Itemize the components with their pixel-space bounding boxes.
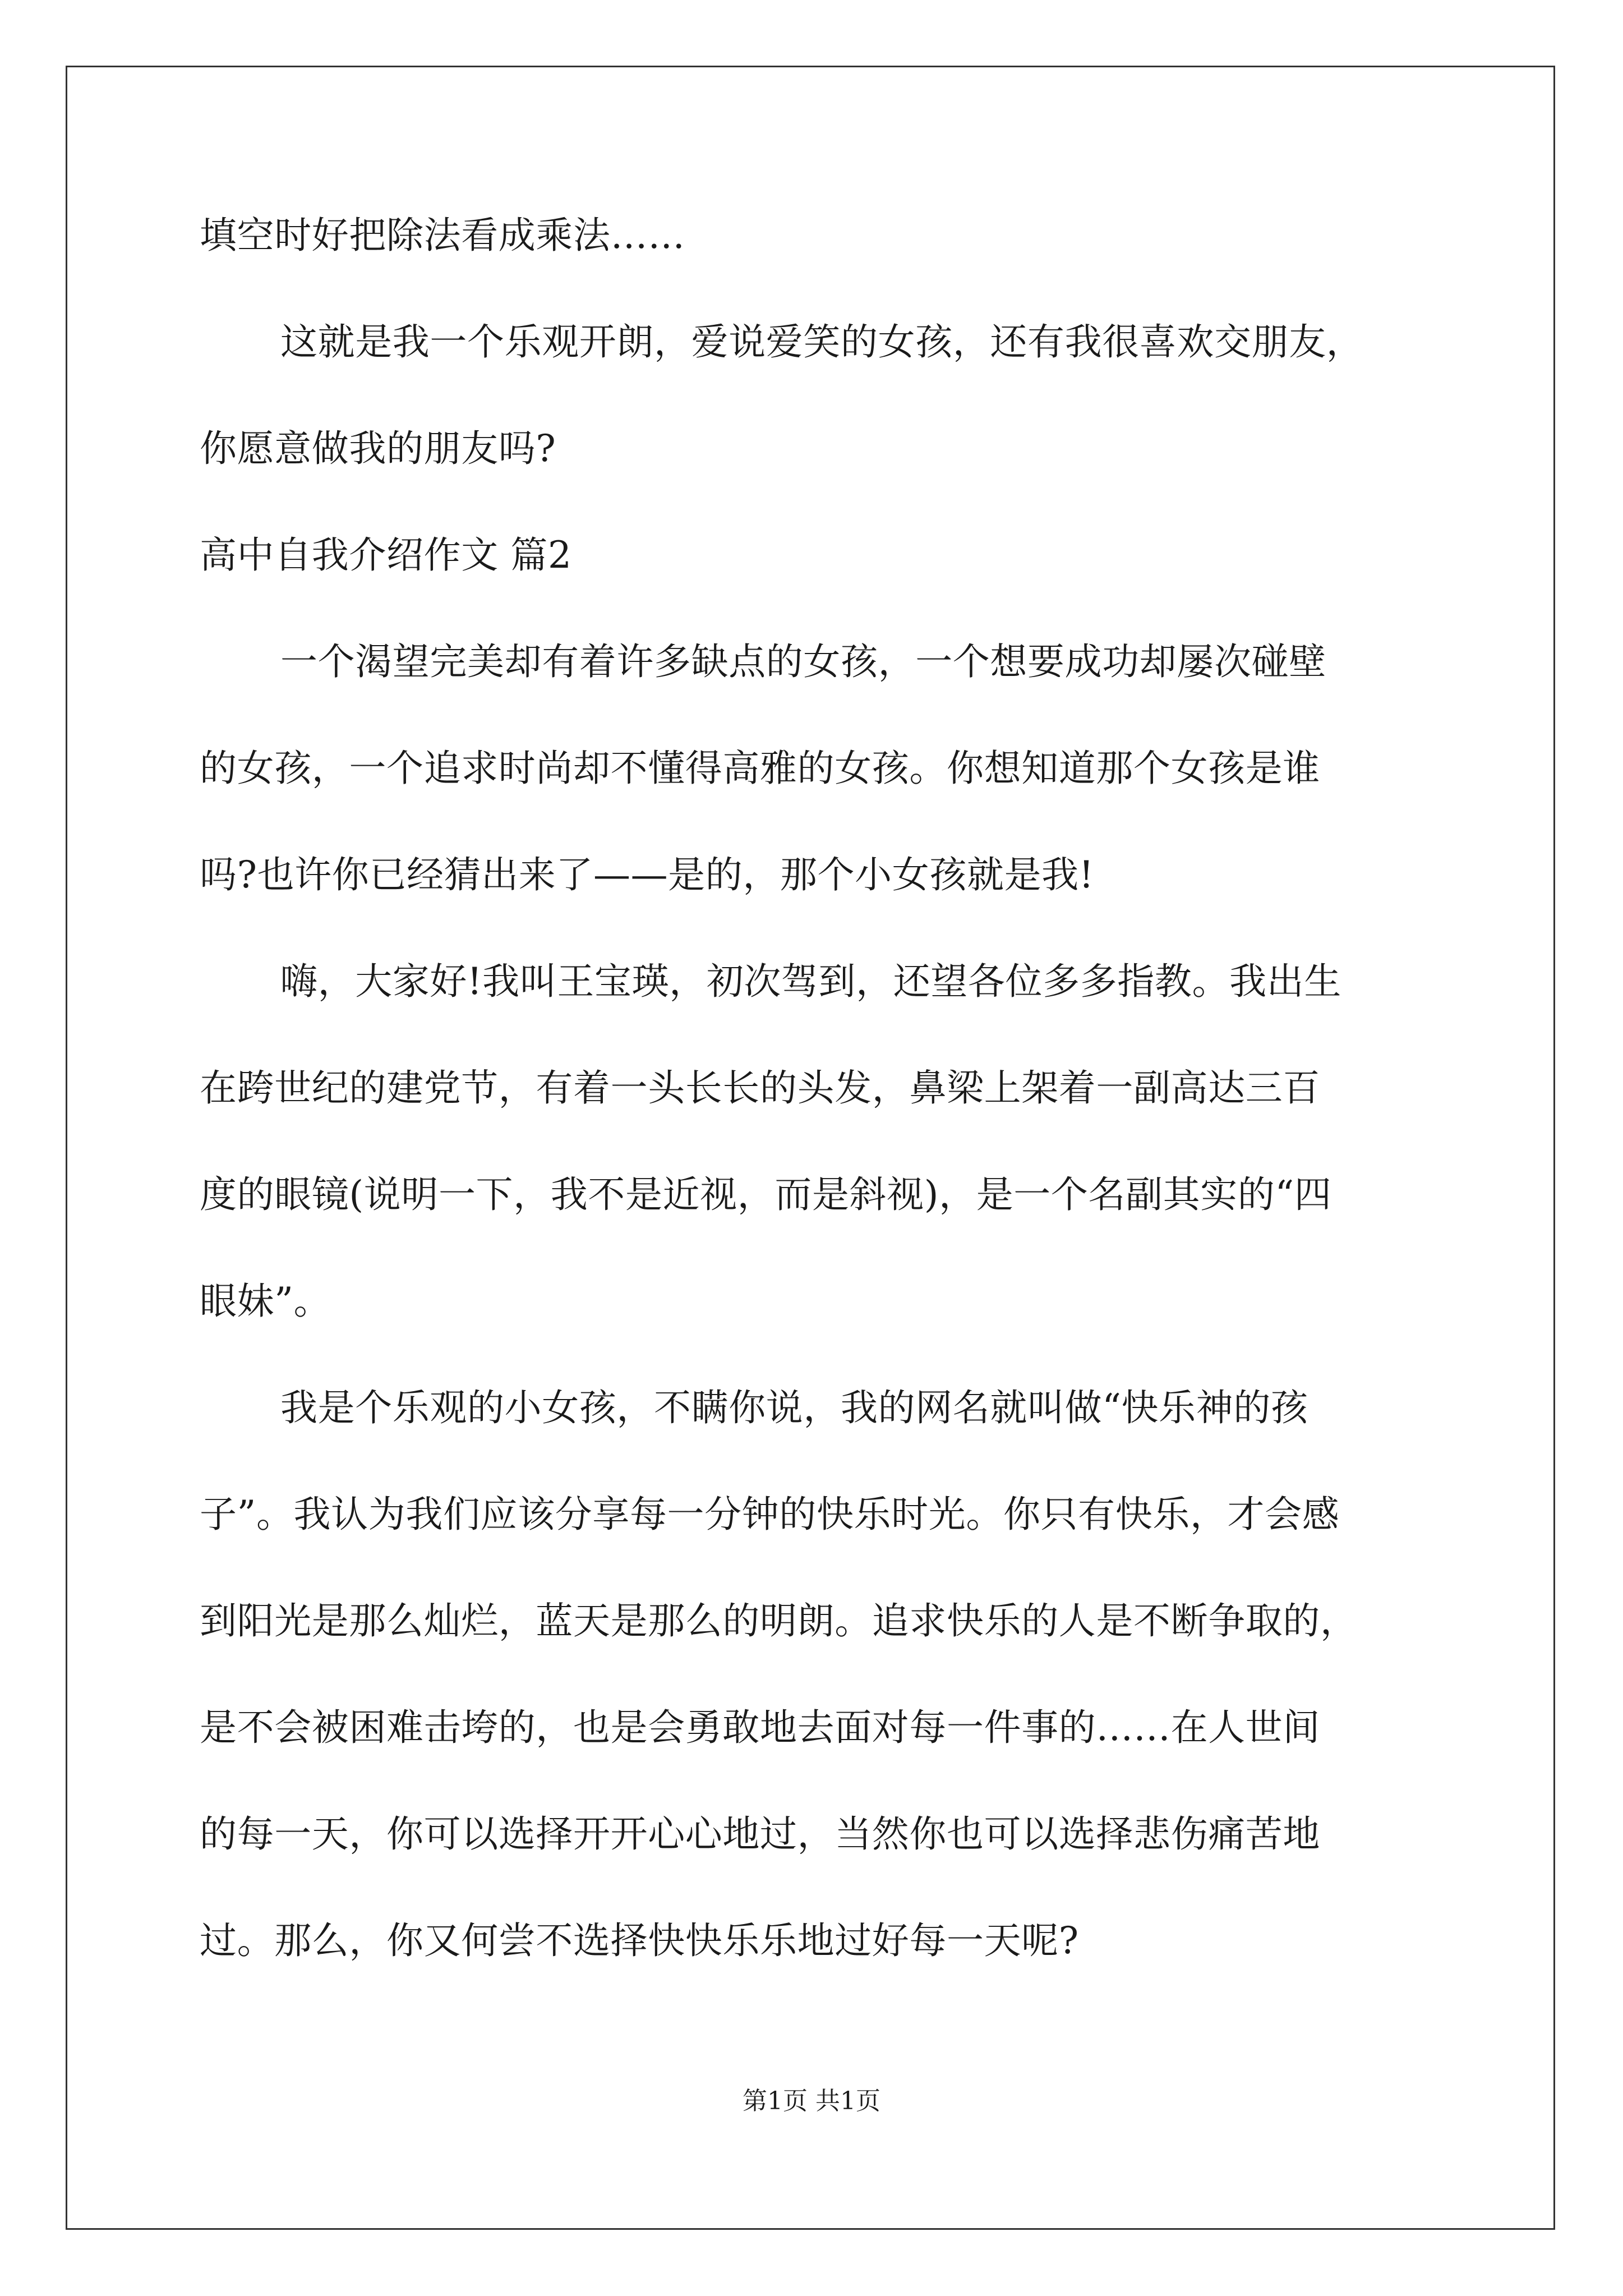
paragraph-start: 嗨，大家好!我叫王宝瑛，初次驾到，还望各位多多指教。我出生 bbox=[280, 960, 1341, 1003]
text-line: 你愿意做我的朋友吗? bbox=[200, 427, 556, 470]
text-line: 是不会被困难击垮的，也是会勇敢地去面对每一件事的……在人世间 bbox=[200, 1706, 1320, 1749]
page-footer: 第1页 共1页 bbox=[743, 2087, 880, 2115]
text-line: 的女孩，一个追求时尚却不懂得高雅的女孩。你想知道那个女孩是谁 bbox=[200, 747, 1320, 790]
paragraph-start: 这就是我一个乐观开朗，爱说爱笑的女孩，还有我很喜欢交朋友， bbox=[280, 320, 1364, 364]
text-line: 在跨世纪的建党节，有着一头长长的头发，鼻梁上架着一副高达三百 bbox=[200, 1066, 1320, 1110]
text-line: 度的眼镜(说明一下，我不是近视，而是斜视)，是一个名副其实的“四 bbox=[200, 1173, 1332, 1216]
section-heading: 高中自我介绍作文 篇2 bbox=[200, 533, 572, 577]
text-line: 的每一天，你可以选择开开心心地过，当然你也可以选择悲伤痛苦地 bbox=[200, 1812, 1320, 1856]
paragraph-start: 我是个乐观的小女孩，不瞒你说，我的网名就叫做“快乐神的孩 bbox=[280, 1386, 1308, 1429]
text-line: 吗?也许你已经猜出来了——是的，那个小女孩就是我! bbox=[200, 853, 1094, 896]
text-line: 眼妹”。 bbox=[200, 1280, 331, 1323]
text-line: 到阳光是那么灿烂，蓝天是那么的明朗。追求快乐的人是不断争取的， bbox=[200, 1599, 1358, 1642]
paragraph-start: 一个渴望完美却有着许多缺点的女孩，一个想要成功却屡次碰壁 bbox=[280, 640, 1326, 683]
text-line: 过。那么，你又何尝不选择快快乐乐地过好每一天呢? bbox=[200, 1919, 1079, 1962]
text-line: 填空时好把除法看成乘法…… bbox=[200, 214, 685, 257]
text-line: 子”。我认为我们应该分享每一分钟的快乐时光。你只有快乐，才会感 bbox=[200, 1493, 1340, 1536]
page-border bbox=[66, 66, 1555, 2230]
